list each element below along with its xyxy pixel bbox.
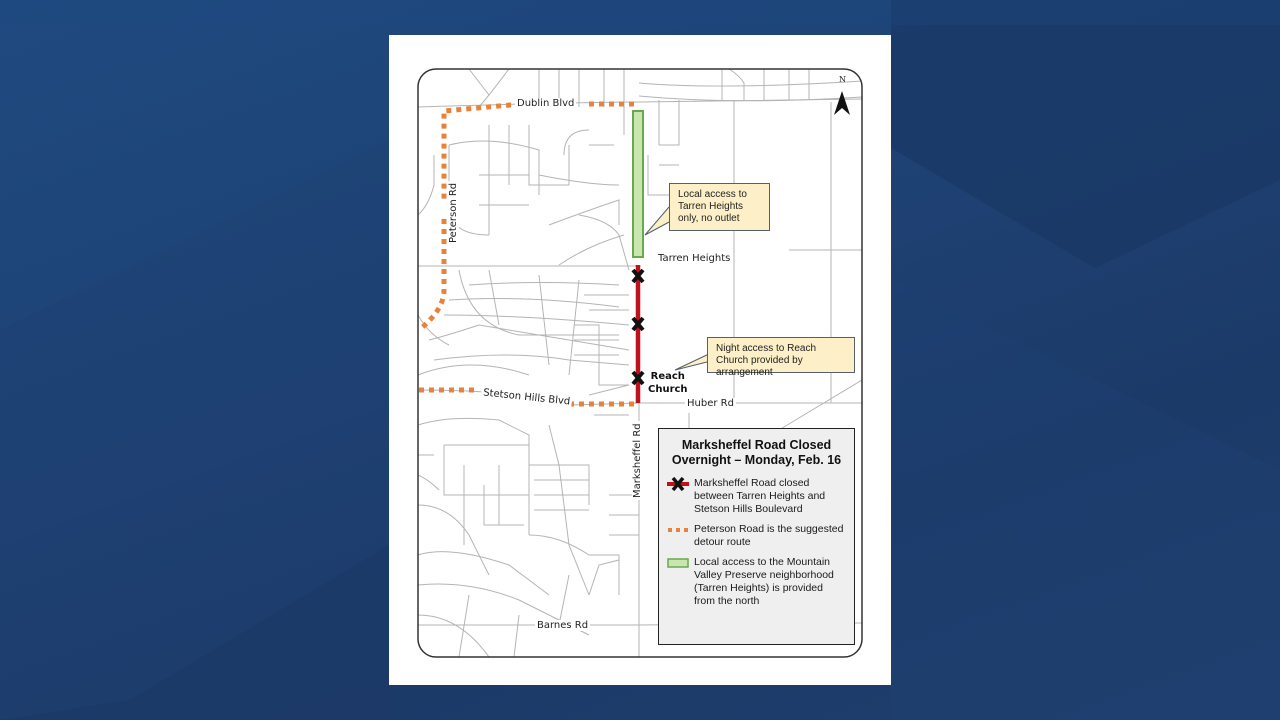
legend-title-line1: Marksheffel Road Closed (681, 438, 832, 452)
north-label: N (839, 75, 846, 84)
legend-title (667, 438, 846, 468)
legend-text-closure: Marksheffel Road closed between Tarren Heights and Stetson Hills Boulevard (694, 477, 826, 515)
landmark-line1: Reach (650, 371, 685, 382)
road-label-stetson: Stetson Hills Blvd (482, 387, 571, 408)
road-label-marksheffel: Marksheffel Rd (632, 423, 643, 498)
road-label-tarren-heights: Tarren Heights (658, 253, 731, 264)
map-page (389, 35, 891, 685)
callout-night-access: Night access to Reach Church provided by arrangement (707, 337, 855, 373)
legend-item-closure (667, 477, 846, 516)
north-arrow-icon (834, 91, 850, 115)
landmark-reach-church (648, 370, 688, 396)
legend-item-local-access (667, 556, 846, 608)
road-label-peterson: Peterson Rd (448, 182, 459, 243)
local-access-icon (667, 556, 689, 570)
road-closed-icon (667, 477, 689, 491)
detour-route-peterson (419, 219, 444, 330)
road-label-dublin: Dublin Blvd (517, 98, 575, 109)
detour-route-icon (667, 523, 689, 537)
map-legend (658, 428, 855, 645)
landmark-line2: Church (648, 384, 688, 395)
legend-item-detour (667, 523, 846, 549)
callout-local-access: Local access to Tarren Heights only, no outlet (669, 183, 770, 231)
road-label-huber: Huber Rd (687, 398, 734, 409)
legend-title-line2: Overnight – Monday, Feb. 16 (671, 453, 842, 467)
local-access-zone (633, 111, 643, 257)
road-label-barnes: Barnes Rd (537, 620, 589, 631)
legend-text-local-access: Local access to the Mountain Valley Preserve neighborhood (Tarren Heights) is provided from the north (694, 556, 834, 607)
legend-text-detour: Peterson Road is the suggested detour route (694, 523, 844, 548)
